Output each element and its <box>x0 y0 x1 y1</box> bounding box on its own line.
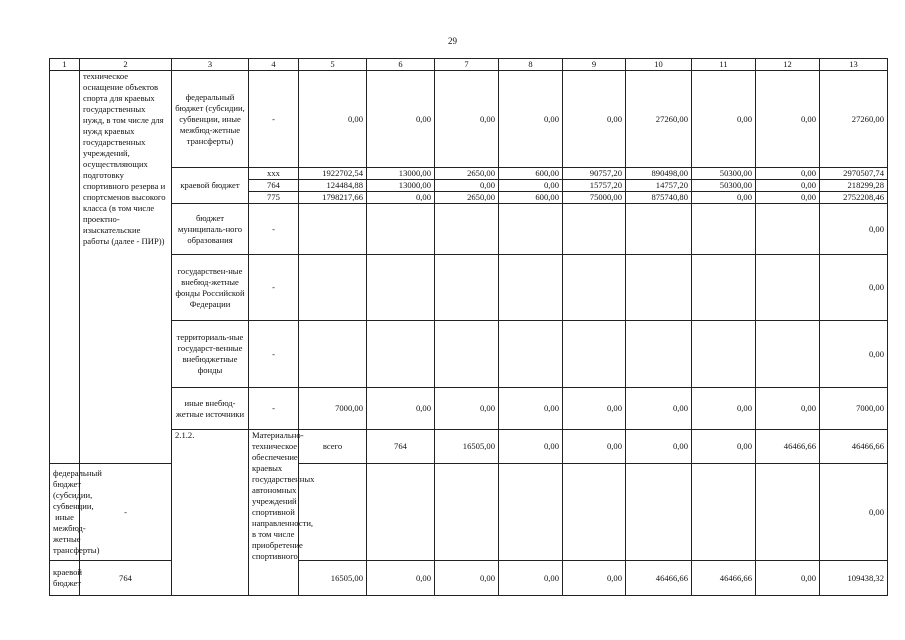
value-cell: 75000,00 <box>563 192 626 204</box>
budget-code: - <box>249 255 299 321</box>
value-cell: 27260,00 <box>820 71 888 168</box>
value-cell: 0,00 <box>367 71 435 168</box>
budget-code: - <box>249 321 299 388</box>
value-cell: 0,00 <box>756 561 820 596</box>
funding-source: краевой бюджет <box>50 561 80 596</box>
value-cell: 0,00 <box>756 388 820 430</box>
column-header: 5 <box>299 59 367 71</box>
budget-code: 764 <box>80 561 172 596</box>
value-cell: 0,00 <box>756 192 820 204</box>
value-cell: 0,00 <box>692 430 756 464</box>
value-cell: 0,00 <box>499 561 563 596</box>
funding-source: государствен-ные внебюд-жетные фонды Российской Федерации <box>172 255 249 321</box>
value-cell: 218299,28 <box>820 180 888 192</box>
funding-source: территориаль-ные государст-венные внебюджетные фонды <box>172 321 249 388</box>
table-row <box>50 255 888 321</box>
value-cell: 50300,00 <box>692 168 756 180</box>
value-cell: 46466,66 <box>756 430 820 464</box>
value-cell: 0,00 <box>756 168 820 180</box>
value-cell: 13000,00 <box>367 168 435 180</box>
column-header: 2 <box>80 59 172 71</box>
value-cell: 50300,00 <box>692 180 756 192</box>
value-cell: 2650,00 <box>435 168 499 180</box>
funding-source: всего <box>299 430 367 464</box>
value-cell: 0,00 <box>435 561 499 596</box>
value-cell: 0,00 <box>563 388 626 430</box>
budget-code: 775 <box>249 192 299 204</box>
column-header: 1 <box>50 59 80 71</box>
table-row <box>50 388 888 430</box>
value-cell: 16505,00 <box>435 430 499 464</box>
value-cell: 0,00 <box>299 71 367 168</box>
value-cell: 0,00 <box>367 561 435 596</box>
item-name: техническое оснащение объектов спорта для краевых государственных нужд, в том числе для нужд краевых государственных учреждений, осуществляющих подготовку спортивного резерва и спортсменов высокого класса (в том числе проектно-изыскательские работы (далее - ПИР)) <box>80 71 172 464</box>
value-cell: 0,00 <box>367 388 435 430</box>
value-cell: 0,00 <box>692 71 756 168</box>
value-cell: 0,00 <box>563 71 626 168</box>
value-cell: 600,00 <box>499 192 563 204</box>
budget-code: - <box>249 204 299 255</box>
value-cell: 0,00 <box>820 204 888 255</box>
column-header: 3 <box>172 59 249 71</box>
page-number: 29 <box>448 36 457 46</box>
value-cell: 0,00 <box>756 180 820 192</box>
table-row <box>50 71 888 168</box>
value-cell: 124484,88 <box>299 180 367 192</box>
value-cell: 7000,00 <box>299 388 367 430</box>
value-cell: 15757,20 <box>563 180 626 192</box>
value-cell: 2650,00 <box>435 192 499 204</box>
column-header: 6 <box>367 59 435 71</box>
value-cell: 0,00 <box>499 388 563 430</box>
column-number-row <box>50 59 888 71</box>
value-cell: 13000,00 <box>367 180 435 192</box>
budget-table <box>49 58 888 596</box>
value-cell: 0,00 <box>756 71 820 168</box>
value-cell: 0,00 <box>435 180 499 192</box>
value-cell: 0,00 <box>435 388 499 430</box>
value-cell: 27260,00 <box>626 71 692 168</box>
value-cell: 2752208,46 <box>820 192 888 204</box>
value-cell: 46466,66 <box>626 561 692 596</box>
funding-source: федеральный бюджет (субсидии, субвенции, иные межбюд-жетные трансферты) <box>50 464 80 561</box>
budget-code: 764 <box>249 180 299 192</box>
funding-source: иные внебюд-жетные источники <box>172 388 249 430</box>
value-cell: 0,00 <box>626 388 692 430</box>
row-index: 2.1.2. <box>172 430 249 596</box>
column-header: 13 <box>820 59 888 71</box>
value-cell: 0,00 <box>692 388 756 430</box>
table-row <box>50 168 888 180</box>
column-header: 11 <box>692 59 756 71</box>
row-index <box>50 71 80 464</box>
value-cell: 0,00 <box>367 192 435 204</box>
value-cell: 0,00 <box>499 180 563 192</box>
value-cell: 0,00 <box>692 192 756 204</box>
value-cell: 109438,32 <box>820 561 888 596</box>
budget-code: - <box>249 71 299 168</box>
table-row <box>50 204 888 255</box>
table-row <box>50 430 888 464</box>
column-header: 10 <box>626 59 692 71</box>
value-cell: 0,00 <box>563 561 626 596</box>
budget-code: - <box>80 464 172 561</box>
value-cell: 2970507,74 <box>820 168 888 180</box>
value-cell: 875740,80 <box>626 192 692 204</box>
value-cell: 0,00 <box>820 464 888 561</box>
column-header: 8 <box>499 59 563 71</box>
value-cell: 1798217,66 <box>299 192 367 204</box>
value-cell: 1922702,54 <box>299 168 367 180</box>
value-cell: 600,00 <box>499 168 563 180</box>
value-cell: 0,00 <box>499 71 563 168</box>
item-name: Материально-техническое обеспечение краевых государственных автономных учреждений спортивной направленности, в том числе приобретение спортивного <box>249 430 299 596</box>
table-row <box>50 321 888 388</box>
value-cell: 90757,20 <box>563 168 626 180</box>
funding-source: федеральный бюджет (субсидии, субвенции, иные межбюд-жетные трансферты) <box>172 71 249 168</box>
column-header: 9 <box>563 59 626 71</box>
value-cell: 890498,00 <box>626 168 692 180</box>
value-cell: 46466,66 <box>692 561 756 596</box>
value-cell: 16505,00 <box>299 561 367 596</box>
budget-code: 764 <box>367 430 435 464</box>
value-cell: 0,00 <box>435 71 499 168</box>
value-cell: 0,00 <box>626 430 692 464</box>
column-header: 4 <box>249 59 299 71</box>
funding-source: краевой бюджет <box>172 168 249 204</box>
value-cell: 0,00 <box>563 430 626 464</box>
value-cell: 0,00 <box>499 430 563 464</box>
value-cell: 0,00 <box>820 321 888 388</box>
column-header: 12 <box>756 59 820 71</box>
budget-code: - <box>249 388 299 430</box>
value-cell: 0,00 <box>820 255 888 321</box>
value-cell: 14757,20 <box>626 180 692 192</box>
value-cell: 7000,00 <box>820 388 888 430</box>
funding-source: бюджет муниципаль-ного образования <box>172 204 249 255</box>
value-cell: 46466,66 <box>820 430 888 464</box>
budget-code: ххх <box>249 168 299 180</box>
column-header: 7 <box>435 59 499 71</box>
